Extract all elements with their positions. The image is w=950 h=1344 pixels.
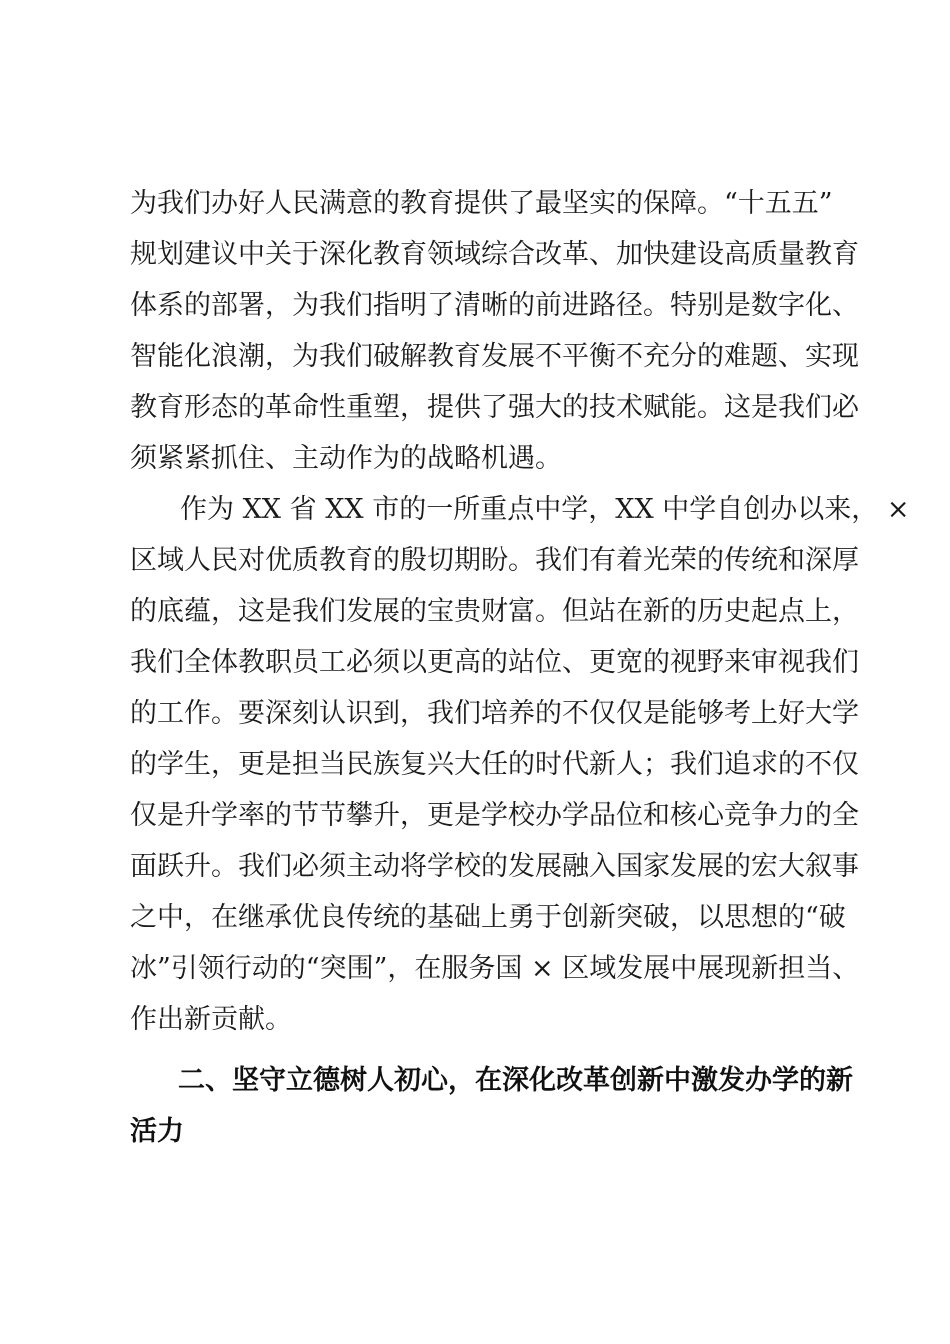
heading-line: 二、坚守立德树人初心，在深化改革创新中激发办学的新 (178, 1065, 853, 1096)
paragraph-line: 规划建议中关于深化教育领域综合改革、加快建设高质量教育 (130, 239, 859, 270)
paragraph-line: 面跃升。我们必须主动将学校的发展融入国家发展的宏大叙事 (130, 851, 859, 882)
paragraph-line: 我们全体教职员工必须以更高的站位、更宽的视野来审视我们 (130, 647, 859, 678)
paragraph-line: 的学生，更是担当民族复兴大任的时代新人；我们追求的不仅 (130, 749, 859, 780)
paragraph-line: 冰”引领行动的“突围”，在服务国 × 区域发展中展现新担当、 (130, 953, 860, 984)
paragraph-line: 作出新贡献。 (130, 1004, 292, 1035)
paragraph-line: 教育形态的革命性重塑，提供了强大的技术赋能。这是我们必 (130, 392, 859, 423)
paragraph-line: 的工作。要深刻认识到，我们培养的不仅仅是能够考上好大学 (130, 698, 859, 729)
paragraph-line: 之中，在继承优良传统的基础上勇于创新突破，以思想的“破 (130, 902, 846, 933)
paragraph-line: 的底蕴，这是我们发展的宝贵财富。但站在新的历史起点上， (130, 596, 859, 627)
paragraph-line: 须紧紧抓住、主动作为的战略机遇。 (130, 443, 562, 474)
paragraph-line: 区域人民对优质教育的殷切期盼。我们有着光荣的传统和深厚 (130, 545, 859, 576)
paragraph-line: 仅是升学率的节节攀升，更是学校办学品位和核心竞争力的全 (130, 800, 859, 831)
heading-line: 活力 (130, 1116, 184, 1147)
paragraph-line: 智能化浪潮，为我们破解教育发展不平衡不充分的难题、实现 (130, 341, 859, 372)
paragraph-line: 为我们办好人民满意的教育提供了最坚实的保障。“十五五” (130, 188, 833, 219)
paragraph-line: 作为 XX 省 XX 市的一所重点中学，XX 中学自创办以来， × (180, 494, 910, 525)
paragraph-line: 体系的部署，为我们指明了清晰的前进路径。特别是数字化、 (130, 290, 859, 321)
